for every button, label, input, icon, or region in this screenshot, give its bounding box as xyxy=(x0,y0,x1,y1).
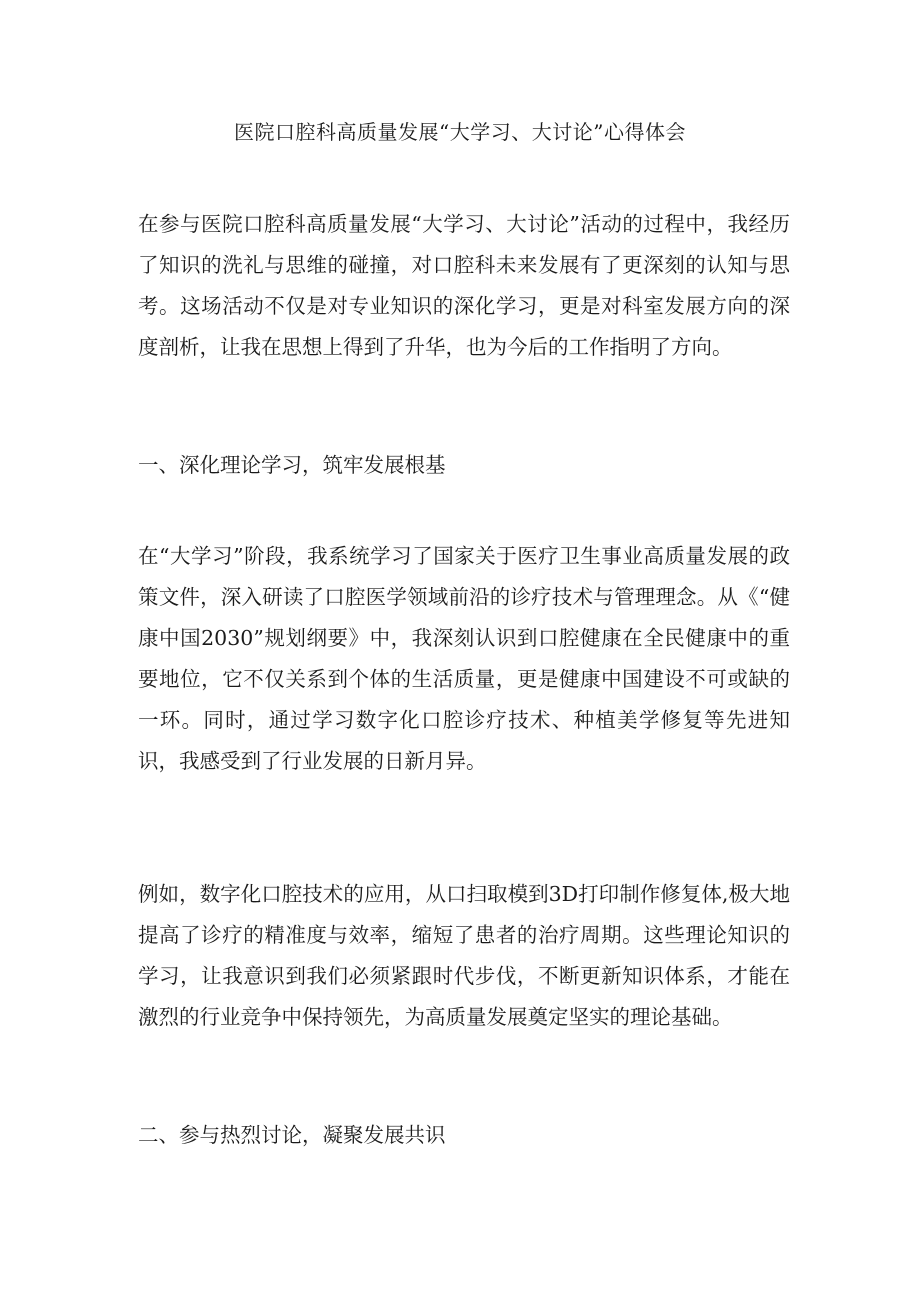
section-1-heading: 一、深化理论学习，筑牢发展根基 xyxy=(138,453,446,477)
document-title: 医院口腔科高质量发展“大学习、大讨论”心得体会 xyxy=(234,120,686,144)
section-2-heading: 二、参与热烈讨论，凝聚发展共识 xyxy=(138,1123,446,1147)
intro-paragraph: 在参与医院口腔科高质量发展“大学习、大讨论”活动的过程中，我经历了知识的洗礼与思维的碰撞，对口腔科未来发展有了更深刻的认知与思考。这场活动不仅是对专业知识的深化学习，更是对科室发展方向的深度剖析，让我在思想上得到了升华，也为今后的工作指明了方向。 xyxy=(138,212,790,359)
section-1-paragraph-1: 在“大学习”阶段，我系统学习了国家关于医疗卫生事业高质量发展的政策文件，深入研读了口腔医学领域前沿的诊疗技术与管理理念。从《“健康中国2030”规划纲要》中，我深刻认识到口腔健康在全民健康中的重要地位，它不仅关系到个体的生活质量，更是健康中国建设不可或缺的一环。同时，通过学习数字化口腔诊疗技术、种植美学修复等先进知识，我感受到了行业发展的日新月异。 xyxy=(138,544,790,773)
section-1-paragraph-2: 例如，数字化口腔技术的应用，从口扫取模到3D打印制作修复体,极大地提高了诊疗的精准度与效率，缩短了患者的治疗周期。这些理论知识的学习，让我意识到我们必须紧跟时代步伐，不断更新知识体系，才能在激烈的行业竞争中保持领先，为高质量发展奠定坚实的理论基础。 xyxy=(138,882,790,1029)
